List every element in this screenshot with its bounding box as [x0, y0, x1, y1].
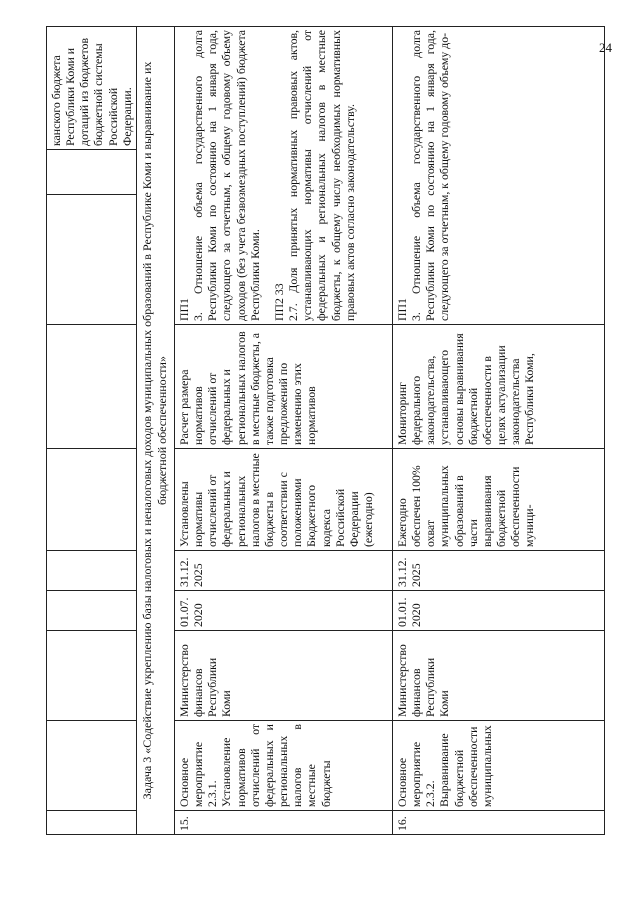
- cell-empty: [47, 721, 137, 811]
- cell-empty: [47, 631, 137, 721]
- indicator-text: 2.7. Доля принятых нормативных правовых актов, устанавливающих нормативы отчислений от федеральных и региональных налогов в местные бюджеты, к общему числу необходимых нормативных правовых актов согласно законодательству.: [286, 30, 357, 321]
- cell-empty: [47, 551, 137, 591]
- indicator-text: 3. Отношение объема государственного долга Республики Коми по состоянию на 1 января года, следующего за отчетным, к общему годовому объему до-: [409, 30, 452, 321]
- expected-result: Установлены нормативы отчислений от федеральных и региональных налогов в местные бюджеты в соответствии с положениями Бюджетного кодекса Российской Федерации (ежегодно): [174, 449, 392, 551]
- end-date: 31.12. 2025: [174, 551, 392, 591]
- cell-empty: [47, 591, 137, 631]
- event-name: Основное мероприятие 2.3.2. Выравнивание бюджетной обеспеченности муниципальных: [392, 721, 604, 811]
- page-number: 24: [599, 40, 612, 55]
- indicator-label: ПП2 33: [271, 283, 286, 321]
- cell-empty: [47, 195, 137, 325]
- cell-empty: [47, 325, 137, 449]
- row-number: 16.: [392, 811, 604, 835]
- cell-empty: [47, 150, 137, 195]
- event-content: Мониторинг федерального законодательства, устанавливающего основы выравнивания бюджетной обеспеченности в целях актуализации законодательства Республики Коми,: [392, 325, 604, 449]
- start-date: 01.01. 2020: [392, 591, 604, 631]
- executor: Министерство финансов Республики Коми: [392, 631, 604, 721]
- indicator-label: ПП1: [176, 298, 191, 321]
- event-name: Основное мероприятие 2.3.1. Установление нормативов отчислений от федеральных и региональных налогов в местные бюджеты: [174, 721, 392, 811]
- section-title: Задача 3 «Содействие укреплению базы налоговых и неналоговых доходов муниципальных образований в Республике Коми и выравнивание их бюджетной обеспеченности»: [136, 27, 174, 835]
- row-number: 15.: [174, 811, 392, 835]
- section-row: [136, 27, 174, 835]
- indicator-label: ПП1: [394, 298, 409, 321]
- start-date: 01.07. 2020: [174, 591, 392, 631]
- event-content: Расчет размера нормативов отчислений от федеральных и региональных налогов в местные бюджеты, а также подготовка предложений по изменению этих нормативов: [174, 325, 392, 449]
- expected-result: Ежегодно обеспечен 100% охват муниципальных образований в части выравнивания бюджетной обеспеченности муници-: [392, 449, 604, 551]
- cell-empty: [47, 449, 137, 551]
- activities-table: [46, 26, 605, 835]
- indicators: [392, 27, 604, 325]
- table-row: [47, 27, 137, 835]
- table-row: [174, 27, 392, 835]
- executor: Министерство финансов Республики Коми: [174, 631, 392, 721]
- cell-empty: [47, 811, 137, 835]
- indicators: [174, 27, 392, 325]
- cell-continued-text: канского бюджета Республики Коми и дотаций из бюджетов бюджетной системы Российской Федерации.: [47, 27, 137, 150]
- indicator-text: 3. Отношение объема государственного долга Республики Коми по состоянию на 1 января года, следующего за отчетным, к общему годовому объему доходов (без учета безвозмездных поступлений) бюджета Республики Коми.: [191, 30, 262, 321]
- rotated-table-frame: [46, 27, 586, 835]
- table-row: [392, 27, 604, 835]
- end-date: 31.12. 2025: [392, 551, 604, 591]
